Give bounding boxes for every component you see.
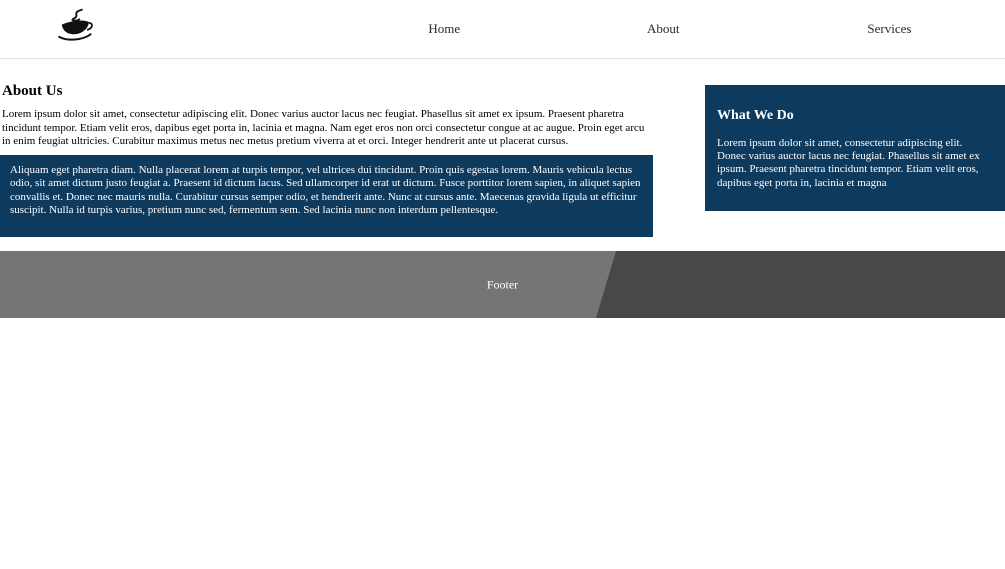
about-highlight-box bbox=[0, 155, 653, 237]
about-highlight-text: Aliquam eget pharetra diam. Nulla placerat lorem at turpis tempor, vel ultrices dui tincidunt. Proin quis egestas lorem. Mauris vehicula lectus odio, sit amet dictum justo feugiat a. Praesent id dictum lacus. Sed ullamcorper id erat ut dictum. Fusce porttitor lorem sapien, in aliquet sapien convallis et. Donec nec mauris nulla. Curabitur cursus semper odio, et hendrerit ante. Nunc at cursus ante. Maecenas gravida ligula ut efficitur suscipit. Nulla id turpis varius, pretium nunc sed, fermentum sem. Sed lacinia nunc non interdum pellentesque. bbox=[10, 164, 641, 217]
footer-label: Footer bbox=[486, 277, 519, 291]
what-we-do-title: What We Do bbox=[717, 108, 794, 123]
what-we-do-panel bbox=[705, 85, 1005, 211]
coffee-logo[interactable] bbox=[53, 7, 95, 51]
nav-link-about[interactable]: About bbox=[647, 21, 680, 36]
header bbox=[0, 0, 1005, 59]
about-section bbox=[2, 83, 653, 149]
nav-link-home[interactable]: Home bbox=[428, 21, 461, 36]
coffee-cup-icon bbox=[53, 7, 95, 51]
what-we-do-paragraph: Lorem ipsum dolor sit amet, consectetur adipiscing elit. Donec varius auctor lacus nec feugiat. Phasellus sit amet ex ipsum. Praesent pharetra tincidunt tempor. Etiam velit eros, dapibus eget porta in, lacinia et magna bbox=[717, 137, 980, 189]
about-title: About Us bbox=[2, 83, 63, 99]
about-paragraph: Lorem ipsum dolor sit amet, consectetur adipiscing elit. Donec varius auctor lacus nec feugiat. Phasellus sit amet ex ipsum. Praesent pharetra tincidunt tempor. Etiam velit eros, dapibus eget porta in, lacinia et magna. Nam eget eros non orci consectetur congue at ac augue. Proin eget arcu in enim feugiat ultricies. Curabitur maximus metus nec metus pretium viverra at et orci. Integer hendrerit ante ut placerat cursus. bbox=[2, 108, 645, 148]
nav-link-services[interactable]: Services bbox=[867, 21, 912, 36]
footer bbox=[0, 251, 1005, 318]
